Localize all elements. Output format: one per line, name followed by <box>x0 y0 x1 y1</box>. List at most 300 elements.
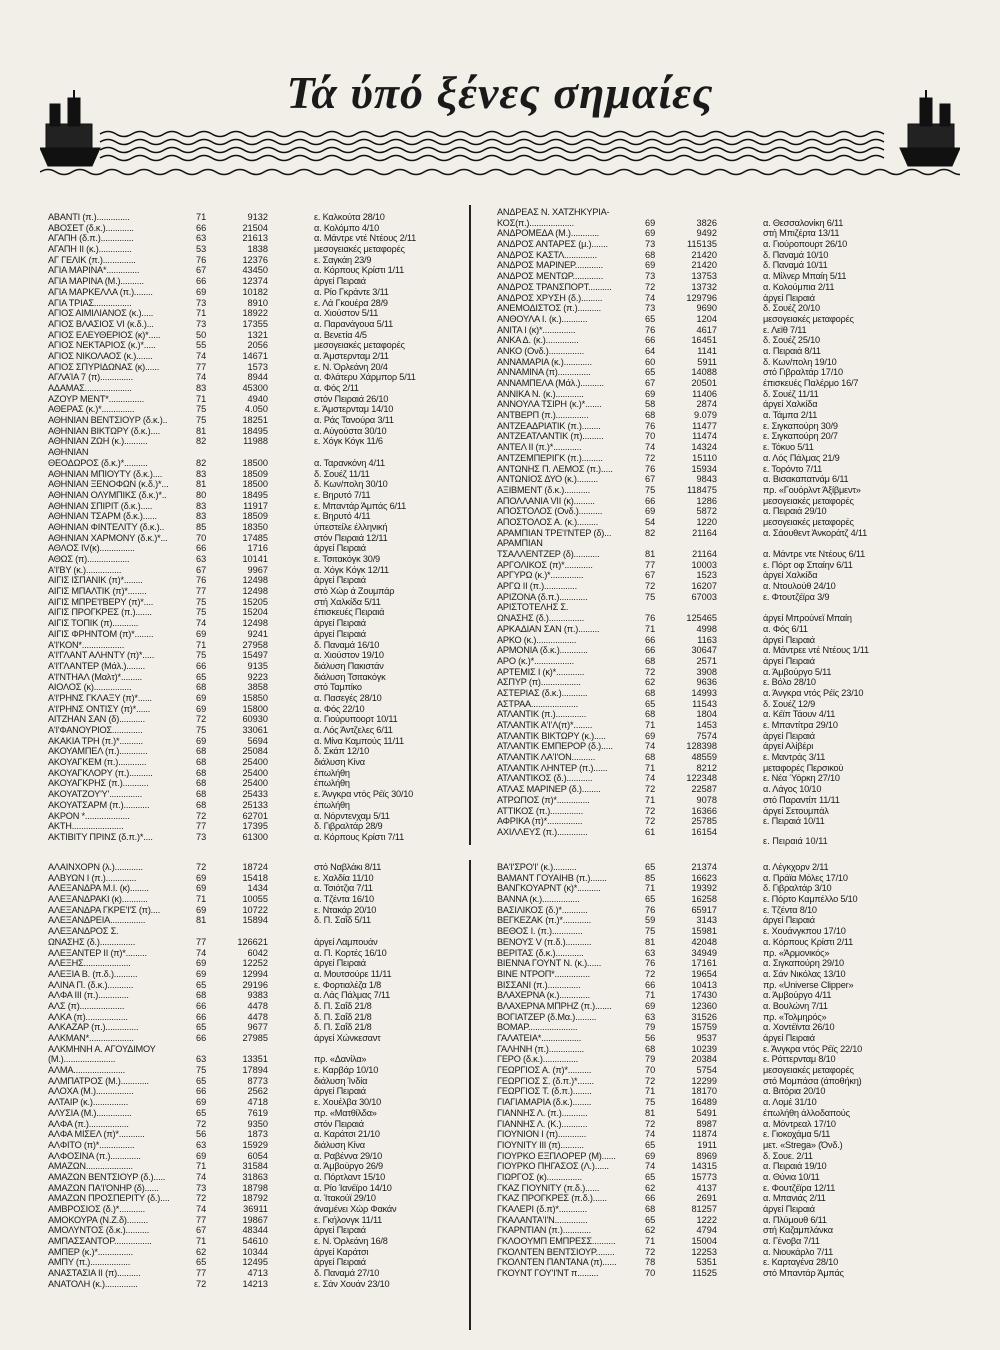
ship-name: ΑΚΟΥΑΓΚΛΟΡΥ (π.).......... <box>48 767 153 778</box>
build-year: 68 <box>196 799 207 810</box>
tonnage: 8910 <box>247 297 268 308</box>
table-row <box>48 554 468 565</box>
ship-name: ΑΚΡΟΝ *................... <box>48 810 130 821</box>
tonnage: 10722 <box>242 904 268 915</box>
tonnage: 115135 <box>687 239 717 250</box>
tonnage: 25785 <box>691 816 717 827</box>
build-year: 69 <box>645 1150 656 1161</box>
tonnage: 1141 <box>697 345 717 356</box>
ship-name: ΑΣΠΥΡ (π)................. <box>497 677 581 688</box>
position: δ. Π. Σαΐδ 21/8 <box>314 1011 372 1022</box>
ship-name: ΒΙΕΝΝΑ ΓΟΥΝΤ Ν. (κ.)...... <box>497 958 602 969</box>
ship-name: ΑΚΟΥΑΜΠΕΛ (π.)............ <box>48 746 148 757</box>
tonnage: 18170 <box>691 1086 717 1097</box>
tonnage: 25400 <box>242 778 268 789</box>
tonnage: 14993 <box>691 687 717 698</box>
build-year: 68 <box>196 682 207 693</box>
table-row <box>48 618 468 629</box>
tonnage: 25084 <box>242 746 268 757</box>
position: στόν Πειραιά 12/11 <box>314 532 388 543</box>
ship-name: ΑΝΝΑΜΑΡΙΑ (κ.)............ <box>497 356 592 367</box>
tonnage: 15981 <box>691 926 717 937</box>
table-row <box>48 575 468 586</box>
table-row <box>48 265 468 276</box>
page-title: Τά ύπό ξένες σημαίες <box>286 67 714 118</box>
tonnage: 4478 <box>247 1011 268 1022</box>
table-row <box>497 741 957 752</box>
position: στό Ταμπίκο <box>314 682 362 693</box>
build-year: 67 <box>196 564 207 575</box>
position: ε. Πόρτο Καμπέλλο 5/10 <box>763 894 858 905</box>
ship-name: ΑΝΤΖΕΜΠΕΡΙΓΚ (π.)......... <box>497 452 603 463</box>
ship-name: ΑΧΙΛΛΕΥΣ (π.)............. <box>497 826 588 837</box>
table-row <box>48 479 468 490</box>
position: α. Πασεγές 28/10 <box>314 692 382 703</box>
position: στό Παραντίπ 11/11 <box>763 794 840 805</box>
position: α. Ρίο Γκράντε 3/11 <box>314 286 389 297</box>
ship-name: ΑΡΚΑΔΙΑΝ ΣΑΝ (π.)......... <box>497 623 600 634</box>
tonnage: 22587 <box>691 784 717 795</box>
ship-name: ΑΜΠΕΡ (κ.)*............... <box>48 1246 133 1257</box>
ship-name: ΒΛΑΧΕΡΝΑ ΜΠΡΗΖ (π.)....... <box>497 1000 612 1011</box>
build-year: 68 <box>645 1204 656 1214</box>
position: α. Άμβούργο 5/11 <box>763 666 832 677</box>
ship-name: ΑΛΦΑ (π.)................. <box>48 1118 129 1129</box>
ships-waves-banner <box>40 90 960 180</box>
tonnage: 14315 <box>691 1161 717 1172</box>
position: ε. Τορόντο 7/11 <box>763 463 823 474</box>
tonnage: 9078 <box>696 794 717 805</box>
position: α. Ρίο Ίανέϊρο 14/10 <box>314 1182 392 1193</box>
position: α. Ντουλούθ 24/10 <box>763 581 836 592</box>
table-row <box>48 969 468 980</box>
build-year: 62 <box>645 1182 656 1193</box>
position: α. Κέϊπ Τάουν 4/11 <box>763 709 836 720</box>
ship-name: ΑΓΑΠΗ (δ.π.).............. <box>48 233 134 244</box>
tonnage: 54610 <box>242 1236 268 1247</box>
build-year: 72 <box>645 816 656 827</box>
build-year: 74 <box>196 618 207 629</box>
position: α. Γιούρυποορτ 10/11 <box>314 714 398 725</box>
table-row <box>48 682 468 693</box>
table-row <box>48 1097 468 1108</box>
position: α. Άμβούργο 26/9 <box>314 1161 383 1172</box>
tonnage: 2571 <box>696 655 717 666</box>
ship-name: ΑΛΕΞΑΝΔΡΑΚΙ (κ)........... <box>48 894 148 905</box>
position: μετ. «Strega» (Όνδ.) <box>763 1139 843 1150</box>
ship-name: ΑΓΙΟΣ ΝΙΚΟΛΑΟΣ (κ.)....... <box>48 350 153 361</box>
ship-name: ΑΛΥΣΙΑ (Μ.)............... <box>48 1107 132 1118</box>
build-year: 63 <box>196 233 207 244</box>
position: ε. Πειραιά 10/11 <box>763 816 825 827</box>
build-year: 79 <box>645 1022 656 1033</box>
tonnage: 4718 <box>247 1097 268 1108</box>
table-row <box>48 436 468 447</box>
build-year: 73 <box>196 831 207 842</box>
build-year: 62 <box>645 1225 656 1236</box>
ship-name: ΑΠΟΣΤΟΛΟΣ Α. (κ.)......... <box>497 516 599 527</box>
position: α. Λός Πάλμας 21/9 <box>763 452 840 463</box>
build-year: 71 <box>645 623 656 634</box>
table-row <box>48 736 468 747</box>
position: α. Κόρπους Κρίστι 1/11 <box>314 265 405 276</box>
table-row <box>497 915 957 926</box>
ship-name: ΑΝΔΡΟΣ ΜΑΡΙΝΕΡ............ <box>497 260 604 271</box>
build-year: 69 <box>196 628 207 639</box>
build-year: 72 <box>645 666 656 677</box>
position: ε. Χαλδία 11/10 <box>314 872 374 883</box>
ship-name: ΓΙΑΝΝΗΣ Λ. (Κ.)........... <box>497 1118 588 1129</box>
build-year: 66 <box>196 276 207 287</box>
tonnage: 1716 <box>247 543 268 554</box>
ship-name: ΑΛΦΑ ΙΙΙ (π.)............. <box>48 990 129 1001</box>
build-year: 65 <box>645 1171 656 1182</box>
build-year: 73 <box>645 271 656 282</box>
ship-name: ΑΒΟΣΕΤ (δ.κ.)............ <box>48 222 134 233</box>
position: έπωλήθη <box>314 767 350 778</box>
ship-name: ΑΘΗΝΙΑΝ ΟΛΥΜΠΙΚΣ (δ.κ.)*.. <box>48 489 167 500</box>
build-year: 75 <box>196 650 207 661</box>
tonnage: 7619 <box>247 1107 268 1118</box>
tonnage: 3143 <box>696 915 717 926</box>
table-row <box>497 1054 957 1065</box>
build-year: 65 <box>645 367 656 378</box>
tonnage: 18792 <box>242 1193 268 1204</box>
table-row <box>48 768 468 779</box>
position: στό Χώρ ά Ζουμπάρ <box>314 586 395 597</box>
table-row <box>497 699 957 710</box>
ship-name: ΑΝΔΡΟΣ ΜΕΝΤΩΡ............. <box>497 271 604 282</box>
build-year: 73 <box>645 239 656 250</box>
build-year: 63 <box>196 1054 207 1065</box>
position: α. Ραβέννα 29/10 <box>314 1150 383 1161</box>
tonnage: 34949 <box>691 947 717 958</box>
table-row <box>48 469 468 480</box>
tonnage: 11874 <box>692 1129 717 1140</box>
position: άργεί Πειραιά <box>314 276 366 287</box>
tonnage: 17894 <box>242 1065 268 1076</box>
table-row <box>48 1044 468 1055</box>
table-row <box>497 378 957 389</box>
tonnage: 4713 <box>247 1268 268 1279</box>
ship-name: ΑΣΤΡΑΑ.................... <box>497 698 578 709</box>
tonnage: 9677 <box>247 1022 268 1033</box>
build-year: 73 <box>196 297 207 308</box>
build-year: 70 <box>645 1065 656 1076</box>
table-row <box>48 1012 468 1023</box>
build-year: 56 <box>196 1129 207 1140</box>
ship-name: ΑΛΜΑ...................... <box>48 1065 126 1076</box>
ship-name: ΒΟΓΙΑΤΖΕΡ (δ.Μα.)......... <box>497 1011 597 1022</box>
position: διάλυση Τσιτακόγκ <box>314 671 386 682</box>
position: α. Τάμπα 2/11 <box>763 410 818 421</box>
ship-name: ΘΕΟΔΩΡΟΣ (δ.κ.)*.......... <box>48 457 148 468</box>
position: δ. Σουέζ 11/11 <box>314 468 370 479</box>
position: άργεί Πειραιά <box>314 618 366 629</box>
build-year: 81 <box>196 425 207 436</box>
table-row <box>497 677 957 688</box>
build-year: 82 <box>196 457 207 468</box>
position: πρ. «Άρμονικός» <box>763 947 830 958</box>
table-row <box>497 806 957 817</box>
ship-name: ΑΛΕΞΗΣ.................... <box>48 958 131 969</box>
table-row <box>497 709 957 720</box>
build-year: 75 <box>196 1065 207 1076</box>
table-row <box>497 592 957 603</box>
tonnage: 1911 <box>697 1139 717 1150</box>
ship-name: ΑΝΚΑ Δ. (κ.).............. <box>497 335 579 346</box>
tonnage: 67003 <box>691 591 717 602</box>
table-row <box>48 1151 468 1162</box>
tonnage: 9967 <box>247 564 268 575</box>
tonnage: 126621 <box>237 936 268 947</box>
position: στό Μπαντάρ Άμπάς <box>763 1268 844 1279</box>
tonnage: 13753 <box>691 271 717 282</box>
position: ύπεστείλε έλληνική <box>314 521 388 532</box>
ship-name: ΑΝΑΣΤΑΣΙΑ ΙΙ (π).......... <box>48 1268 141 1279</box>
ship-name: ΑΝΝΙΚΑ Ν. (κ.)............ <box>497 388 584 399</box>
tonnage: 48344 <box>242 1225 268 1236</box>
ship-name: ΑΘΩΣ (π).................. <box>48 554 130 564</box>
table-row <box>497 720 957 731</box>
table-row <box>48 244 468 255</box>
tonnage: 18509 <box>242 468 268 479</box>
table-row <box>48 586 468 597</box>
table-row <box>48 501 468 512</box>
ship-right-icon <box>900 90 960 166</box>
build-year: 72 <box>645 1246 656 1257</box>
position: α. Πράϊα Μόλες 17/10 <box>763 872 848 883</box>
ship-name: ΒΛΑΧΕΡΝΑ (κ.)............. <box>497 990 590 1001</box>
build-year: 65 <box>196 671 207 682</box>
build-year: 69 <box>645 730 656 741</box>
tonnage: 20384 <box>691 1054 717 1065</box>
table-row <box>497 980 957 991</box>
position: α. Φός 6/11 <box>763 623 808 634</box>
ship-name: ΑΙΓΙΣ ΜΠΡΕ'Ι'ΒΕΡΥ (π)*.... <box>48 596 154 607</box>
position: α. Κολούμπια 2/11 <box>763 281 835 292</box>
ship-name: ΓΚΑΡΝΤΙΑΝ (π.)............ <box>497 1225 592 1236</box>
build-year: 75 <box>645 926 656 937</box>
tonnage: 18500 <box>242 457 268 468</box>
ship-name: Α'Ι'ΒΥ (κ.)............... <box>48 564 122 575</box>
table-row <box>48 404 468 415</box>
tonnage: 16489 <box>691 1097 717 1108</box>
position: α. Καράτσι 21/10 <box>314 1129 380 1140</box>
build-year: 59 <box>645 915 656 926</box>
table-row <box>497 752 957 763</box>
table-row <box>497 688 957 699</box>
build-year: 74 <box>196 372 207 383</box>
ships-list-bottom-right <box>497 862 957 1279</box>
position: στόν Πειραιά <box>314 1118 364 1129</box>
ship-name: ΑΙΓΙΣ ΙΣΠΑΝΙΚ (π)*........ <box>48 575 143 586</box>
table-row <box>48 873 468 884</box>
build-year: 70 <box>645 431 656 442</box>
ship-name: ΑΘΗΝΙΑΝ ΧΑΡΜΟΝΥ (δ.κ.)*... <box>48 532 168 543</box>
build-year: 67 <box>645 378 656 388</box>
build-year: 74 <box>645 1129 656 1140</box>
table-row <box>48 894 468 905</box>
ship-name: ΑΜΠΑΣΣΑΝΤΟΡ................ <box>48 1236 152 1247</box>
tonnage: 18495 <box>242 489 268 500</box>
tonnage: 36911 <box>243 1204 268 1214</box>
position: στή Καζαμπλάνκα <box>763 1225 833 1236</box>
build-year: 75 <box>196 404 207 415</box>
build-year: 72 <box>196 862 207 872</box>
build-year: 67 <box>196 1225 207 1236</box>
ship-name: ΑΓΙΟΣ ΒΛΑΣΙΟΣ VI (κ.δ.)... <box>48 318 154 329</box>
build-year: 66 <box>196 222 207 233</box>
build-year: 81 <box>196 915 207 926</box>
position: ε. Βηρυτό 7/11 <box>314 489 371 500</box>
tonnage: 14213 <box>242 1278 268 1289</box>
build-year: 77 <box>196 361 207 372</box>
table-row <box>48 661 468 672</box>
tonnage: 27958 <box>242 639 268 650</box>
build-year: 70 <box>196 532 207 543</box>
tonnage: 19654 <box>691 968 717 979</box>
table-row <box>48 298 468 309</box>
tonnage: 10413 <box>691 979 717 990</box>
ship-name: Α'Ι'ΝΤΗΑΛ (Μαλτ)*......... <box>48 671 143 682</box>
build-year: 85 <box>196 521 207 532</box>
position: ε. Καλκούτα 28/10 <box>314 212 385 222</box>
position: α. Σάν Νικόλας 13/10 <box>763 968 846 979</box>
tonnage: 10055 <box>242 894 268 905</box>
table-row <box>497 581 957 592</box>
table-row <box>497 485 957 496</box>
tonnage: 20501 <box>691 378 717 388</box>
build-year: 66 <box>196 543 207 554</box>
table-row <box>48 672 468 683</box>
position: α. Κόρπους Κρίστι 7/11 <box>314 831 405 842</box>
tonnage: 5872 <box>696 506 717 517</box>
position: ε. Χόγκ Κόγκ 11/6 <box>314 436 383 447</box>
position: ε. Άνγκρα ντός Ρέϊς 22/10 <box>763 1043 863 1054</box>
ship-name: ΑΘΗΝΙΑΝ ΦΙΝΤΕΛΙΤΥ (δ.κ.).. <box>48 521 165 532</box>
position: δ. Σουέζ 12/9 <box>763 698 816 709</box>
ship-name: ΑΙΟΛΟΣ (κ)................ <box>48 682 132 693</box>
position: ε. Φουτζέϊρα 12/11 <box>763 1182 836 1193</box>
tonnage: 61300 <box>242 831 268 842</box>
build-year: 68 <box>196 990 207 1001</box>
ship-name: ΑΝΤΩΝΙΟΣ ΔΥΟ (κ.)......... <box>497 474 598 485</box>
tonnage: 3908 <box>696 666 717 677</box>
build-year: 82 <box>196 436 207 447</box>
table-row <box>497 990 957 1001</box>
ship-name: ΑΙΓΙΣ ΜΠΑΛΤΙΚ (π)*........ <box>48 586 147 597</box>
build-year: 67 <box>645 474 656 485</box>
position: ε. Τόκυο 5/11 <box>763 442 814 453</box>
ship-name: ΓΕΩΡΓΙΟΣ Σ. (δ.π.)*....... <box>497 1075 594 1086</box>
ship-name: ΑΘΗΝΙΑΝ ΣΠΙΡΙΤ (δ.κ.)..... <box>48 500 153 511</box>
build-year: 71 <box>196 212 207 222</box>
ship-name: ΑΜΟΚΟΥΡΑ (Ν.Ζ.δ)......... <box>48 1214 148 1225</box>
position: στό Γιβραλτάρ 17/10 <box>763 367 843 378</box>
tonnage: 31584 <box>242 1161 268 1172</box>
tonnage: 19867 <box>242 1214 268 1225</box>
tonnage: 2562 <box>247 1086 268 1097</box>
build-year: 60 <box>645 356 656 367</box>
build-year: 77 <box>196 1214 207 1225</box>
table-row <box>48 543 468 554</box>
table-row <box>497 528 957 539</box>
tonnage: 18350 <box>242 521 268 532</box>
table-row <box>497 496 957 507</box>
table-row <box>497 624 957 635</box>
build-year: 76 <box>645 420 656 431</box>
table-row <box>48 1076 468 1087</box>
build-year: 74 <box>196 1171 207 1182</box>
table-row <box>497 549 957 560</box>
tonnage: 15929 <box>242 1139 268 1150</box>
tonnage: 17355 <box>242 318 268 329</box>
table-row <box>497 795 957 806</box>
position: α. Μουτσούρε 11/11 <box>314 968 392 979</box>
build-year: 80 <box>196 489 207 500</box>
table-row <box>497 1215 957 1226</box>
build-year: 63 <box>645 947 656 958</box>
tonnage: 21420 <box>691 260 717 271</box>
table-row <box>48 276 468 287</box>
ship-name: ΓΚΑΛΕΡΙ (δ.π)*............ <box>497 1204 587 1214</box>
ship-name: ΑΡΑΜΠΙΑΝ <box>497 538 543 549</box>
ship-name: ΑΝΙΤΑ Ι (κ)*.............. <box>497 324 576 335</box>
ship-name: ΓΑΛΑΤΕΙΑ*................. <box>497 1033 582 1043</box>
tonnage: 21613 <box>242 233 268 244</box>
position: α. Άμστερνταμ 2/11 <box>314 350 389 361</box>
table-row <box>497 431 957 442</box>
ship-name: ΑΛΟΧΑ (Μ.)................ <box>48 1086 134 1097</box>
position: μεσογειακές μεταφορές <box>314 340 405 351</box>
build-year: 77 <box>645 559 656 570</box>
position: ε. Μπαντάρ Άμπάς 6/11 <box>314 500 406 511</box>
position: ε. Σιγκαπούρη 20/7 <box>763 431 838 442</box>
ship-name: ΑΘΗΝΙΑΝ ΞΕΝΟΦΩΝ (κ.δ.)*... <box>48 479 169 490</box>
ships-list-top-right <box>497 207 957 838</box>
ship-name: ΑΝΤΕΛ ΙΙ (π.)*............ <box>497 442 582 453</box>
ship-name: ΒΕΓΚΕΖΑΚ (π.)*............ <box>497 915 592 926</box>
build-year: 65 <box>196 1107 207 1118</box>
ship-name: ΑΠΟΛΛΑΝΙΑ VII (κ)......... <box>497 495 595 506</box>
ship-name: ΑΘΛΟΣ IV(κ)............... <box>48 543 135 554</box>
table-row <box>497 905 957 916</box>
table-row <box>48 511 468 522</box>
build-year: 68 <box>645 249 656 260</box>
table-row <box>497 346 957 357</box>
table-row <box>497 517 957 528</box>
position: πρ. «Γουόρλντ Άξίβμεντ» <box>763 484 861 495</box>
build-year: 65 <box>645 1139 656 1150</box>
table-row <box>48 980 468 991</box>
tonnage: 16154 <box>691 826 717 837</box>
ship-name: ΑΘΗΝΙΑΝ ΤΣΑΡΜ (δ.κ.)...... <box>48 511 157 522</box>
build-year: 72 <box>196 1278 207 1289</box>
table-row <box>48 447 468 458</box>
tonnage: 15205 <box>242 596 268 607</box>
position: ε. Σιγκαπούρη 30/9 <box>763 420 838 431</box>
tonnage: 21374 <box>691 862 717 872</box>
table-row <box>497 1247 957 1258</box>
ship-name: ΓΚΑΛΑΝΤΑ'Ι'Ν.............. <box>497 1214 588 1225</box>
build-year: 71 <box>196 639 207 650</box>
tonnage: 18509 <box>242 511 268 522</box>
build-year: 74 <box>196 350 207 361</box>
position: α. Πειραιά 29/10 <box>763 506 827 517</box>
table-row <box>48 832 468 843</box>
table-row <box>497 207 957 218</box>
